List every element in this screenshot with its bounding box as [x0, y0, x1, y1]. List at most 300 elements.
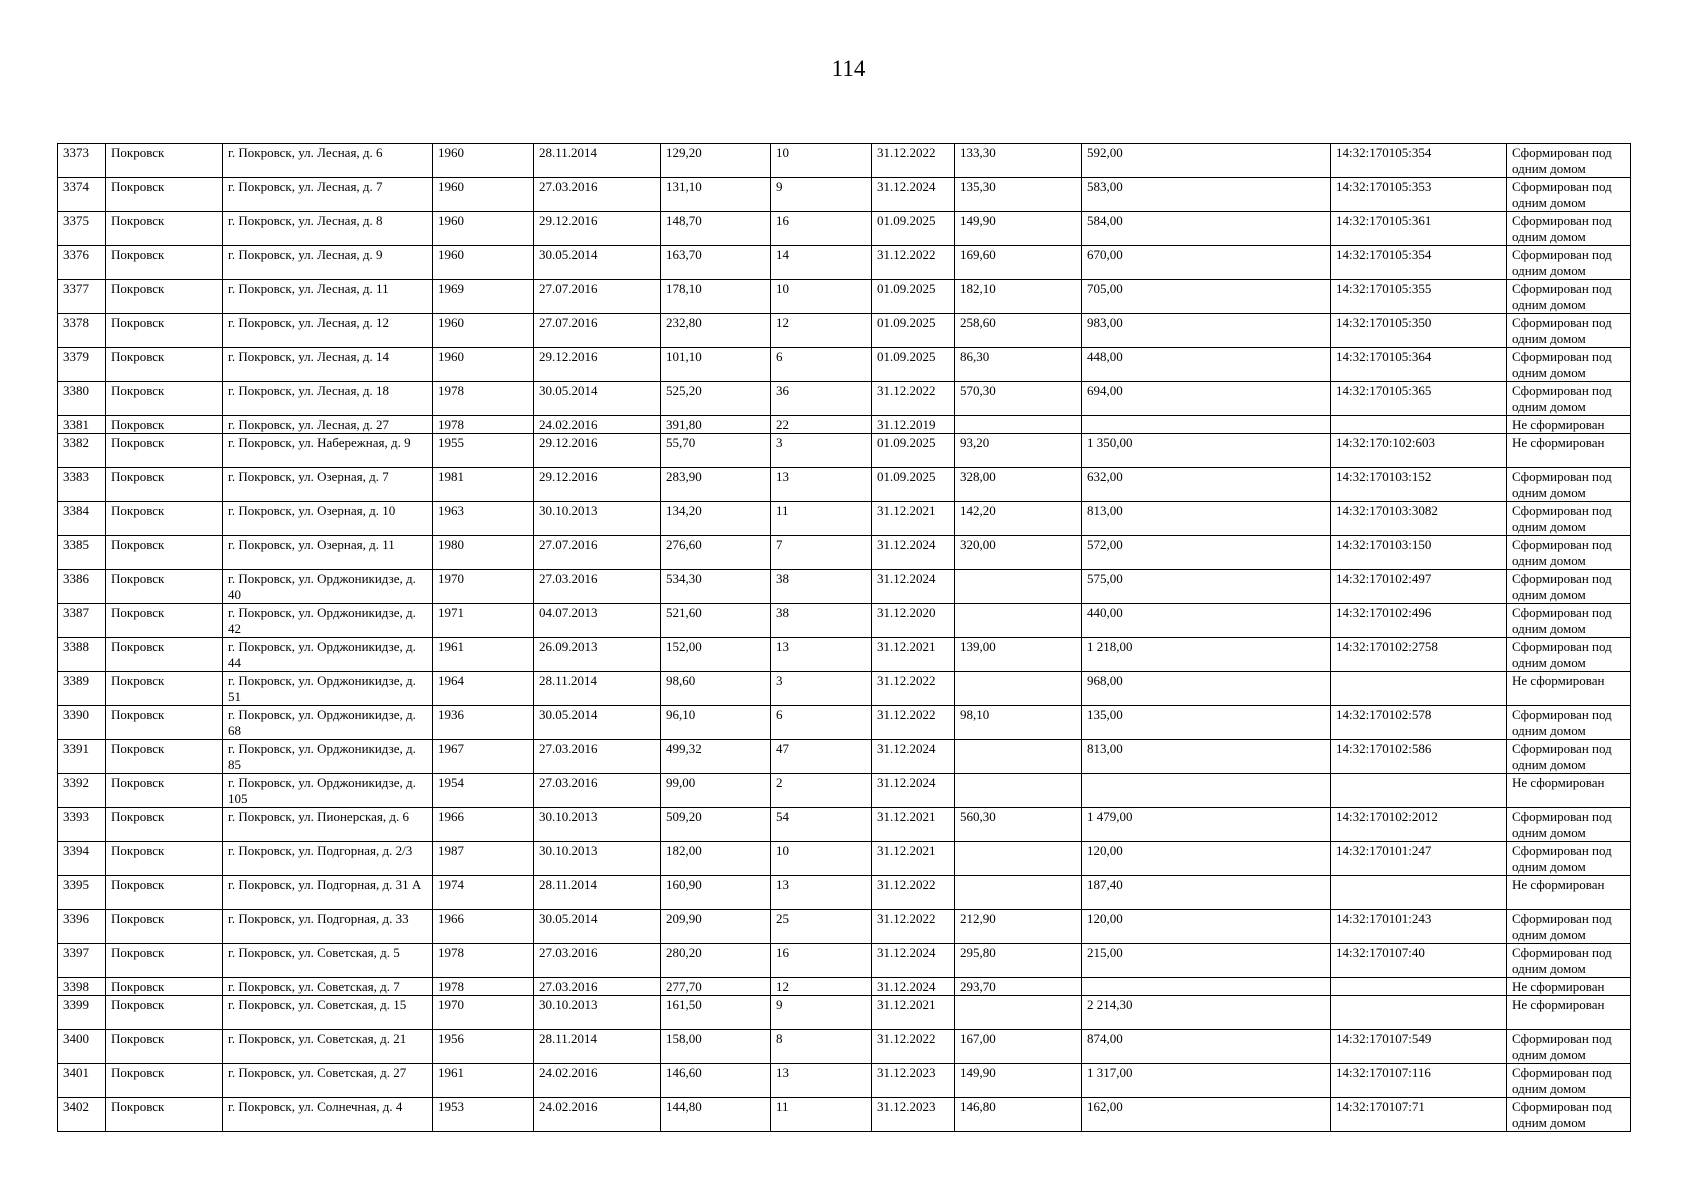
table-row [58, 996, 1631, 1030]
living-area-cell: 169,60 [955, 246, 1082, 280]
area-cell: 134,20 [661, 502, 771, 536]
land-status-cell: Сформирован под одним домом [1507, 1098, 1631, 1132]
survey-date-cell: 27.03.2016 [534, 978, 661, 996]
row-number-cell: 3401 [58, 1064, 106, 1098]
deadline-date-cell: 01.09.2025 [872, 314, 955, 348]
build-year-cell: 1978 [433, 978, 534, 996]
locality-cell: Покровск [106, 1064, 223, 1098]
deadline-date-cell: 31.12.2022 [872, 382, 955, 416]
table-row [58, 1030, 1631, 1064]
land-status-cell: Сформирован под одним домом [1507, 348, 1631, 382]
locality-cell: Покровск [106, 672, 223, 706]
survey-date-cell: 30.05.2014 [534, 382, 661, 416]
build-year-cell: 1960 [433, 144, 534, 178]
address-cell: г. Покровск, ул. Орджоникидзе, д. 44 [223, 638, 433, 672]
living-area-cell: 320,00 [955, 536, 1082, 570]
land-status-cell: Сформирован под одним домом [1507, 536, 1631, 570]
row-number-cell: 3399 [58, 996, 106, 1030]
land-area-cell: 575,00 [1082, 570, 1331, 604]
build-year-cell: 1960 [433, 314, 534, 348]
living-area-cell: 293,70 [955, 978, 1082, 996]
land-area-cell: 592,00 [1082, 144, 1331, 178]
build-year-cell: 1960 [433, 348, 534, 382]
row-number-cell: 3398 [58, 978, 106, 996]
deadline-date-cell: 31.12.2024 [872, 178, 955, 212]
living-area-cell: 570,30 [955, 382, 1082, 416]
land-area-cell: 440,00 [1082, 604, 1331, 638]
land-status-cell: Сформирован под одним домом [1507, 502, 1631, 536]
living-area-cell [955, 570, 1082, 604]
deadline-date-cell: 31.12.2024 [872, 570, 955, 604]
residents-cell: 9 [771, 178, 872, 212]
survey-date-cell: 27.07.2016 [534, 280, 661, 314]
area-cell: 160,90 [661, 876, 771, 910]
area-cell: 152,00 [661, 638, 771, 672]
survey-date-cell: 26.09.2013 [534, 638, 661, 672]
land-area-cell: 1 350,00 [1082, 434, 1331, 468]
land-status-cell: Сформирован под одним домом [1507, 246, 1631, 280]
land-status-cell: Сформирован под одним домом [1507, 740, 1631, 774]
table-row [58, 740, 1631, 774]
survey-date-cell: 27.03.2016 [534, 740, 661, 774]
cadastral-number-cell: 14:32:170101:247 [1331, 842, 1507, 876]
area-cell: 161,50 [661, 996, 771, 1030]
row-number-cell: 3393 [58, 808, 106, 842]
deadline-date-cell: 31.12.2021 [872, 638, 955, 672]
cadastral-number-cell: 14:32:170102:2758 [1331, 638, 1507, 672]
address-cell: г. Покровск, ул. Набережная, д. 9 [223, 434, 433, 468]
row-number-cell: 3390 [58, 706, 106, 740]
residents-cell: 54 [771, 808, 872, 842]
locality-cell: Покровск [106, 570, 223, 604]
table-row [58, 280, 1631, 314]
build-year-cell: 1953 [433, 1098, 534, 1132]
survey-date-cell: 27.03.2016 [534, 774, 661, 808]
locality-cell: Покровск [106, 706, 223, 740]
residents-cell: 12 [771, 978, 872, 996]
cadastral-number-cell: 14:32:170101:243 [1331, 910, 1507, 944]
address-cell: г. Покровск, ул. Орджоникидзе, д. 105 [223, 774, 433, 808]
land-area-cell: 162,00 [1082, 1098, 1331, 1132]
row-number-cell: 3389 [58, 672, 106, 706]
deadline-date-cell: 01.09.2025 [872, 434, 955, 468]
table-row [58, 434, 1631, 468]
row-number-cell: 3376 [58, 246, 106, 280]
living-area-cell [955, 740, 1082, 774]
build-year-cell: 1936 [433, 706, 534, 740]
survey-date-cell: 28.11.2014 [534, 144, 661, 178]
land-status-cell: Сформирован под одним домом [1507, 314, 1631, 348]
survey-date-cell: 27.03.2016 [534, 178, 661, 212]
locality-cell: Покровск [106, 910, 223, 944]
area-cell: 499,32 [661, 740, 771, 774]
land-area-cell: 1 218,00 [1082, 638, 1331, 672]
survey-date-cell: 28.11.2014 [534, 672, 661, 706]
locality-cell: Покровск [106, 774, 223, 808]
address-cell: г. Покровск, ул. Советская, д. 5 [223, 944, 433, 978]
living-area-cell: 139,00 [955, 638, 1082, 672]
build-year-cell: 1978 [433, 944, 534, 978]
land-status-cell: Не сформирован [1507, 876, 1631, 910]
locality-cell: Покровск [106, 246, 223, 280]
survey-date-cell: 27.07.2016 [534, 314, 661, 348]
living-area-cell: 146,80 [955, 1098, 1082, 1132]
land-area-cell [1082, 416, 1331, 434]
living-area-cell [955, 774, 1082, 808]
land-status-cell: Сформирован под одним домом [1507, 212, 1631, 246]
residents-cell: 38 [771, 604, 872, 638]
land-area-cell: 215,00 [1082, 944, 1331, 978]
row-number-cell: 3387 [58, 604, 106, 638]
survey-date-cell: 28.11.2014 [534, 876, 661, 910]
area-cell: 232,80 [661, 314, 771, 348]
residents-cell: 6 [771, 706, 872, 740]
residents-cell: 2 [771, 774, 872, 808]
area-cell: 178,10 [661, 280, 771, 314]
table-row [58, 1098, 1631, 1132]
deadline-date-cell: 31.12.2024 [872, 536, 955, 570]
land-area-cell: 983,00 [1082, 314, 1331, 348]
residents-cell: 3 [771, 434, 872, 468]
deadline-date-cell: 01.09.2025 [872, 280, 955, 314]
area-cell: 283,90 [661, 468, 771, 502]
cadastral-number-cell: 14:32:170105:354 [1331, 246, 1507, 280]
table-row [58, 604, 1631, 638]
row-number-cell: 3400 [58, 1030, 106, 1064]
build-year-cell: 1987 [433, 842, 534, 876]
survey-date-cell: 24.02.2016 [534, 1064, 661, 1098]
build-year-cell: 1964 [433, 672, 534, 706]
row-number-cell: 3396 [58, 910, 106, 944]
land-area-cell: 120,00 [1082, 910, 1331, 944]
residents-cell: 14 [771, 246, 872, 280]
cadastral-number-cell: 14:32:170107:40 [1331, 944, 1507, 978]
survey-date-cell: 29.12.2016 [534, 434, 661, 468]
land-area-cell: 813,00 [1082, 740, 1331, 774]
land-status-cell: Сформирован под одним домом [1507, 1030, 1631, 1064]
page-number: 114 [831, 56, 866, 81]
deadline-date-cell: 31.12.2022 [872, 246, 955, 280]
cadastral-number-cell: 14:32:170105:364 [1331, 348, 1507, 382]
build-year-cell: 1956 [433, 1030, 534, 1064]
land-area-cell: 705,00 [1082, 280, 1331, 314]
living-area-cell: 93,20 [955, 434, 1082, 468]
address-cell: г. Покровск, ул. Советская, д. 15 [223, 996, 433, 1030]
locality-cell: Покровск [106, 638, 223, 672]
land-area-cell: 583,00 [1082, 178, 1331, 212]
land-status-cell: Сформирован под одним домом [1507, 808, 1631, 842]
land-status-cell: Сформирован под одним домом [1507, 382, 1631, 416]
locality-cell: Покровск [106, 314, 223, 348]
deadline-date-cell: 31.12.2024 [872, 740, 955, 774]
cadastral-number-cell: 14:32:170105:354 [1331, 144, 1507, 178]
locality-cell: Покровск [106, 280, 223, 314]
residents-cell: 47 [771, 740, 872, 774]
living-area-cell [955, 672, 1082, 706]
build-year-cell: 1960 [433, 212, 534, 246]
land-area-cell: 968,00 [1082, 672, 1331, 706]
land-status-cell: Сформирован под одним домом [1507, 144, 1631, 178]
row-number-cell: 3402 [58, 1098, 106, 1132]
residents-cell: 11 [771, 1098, 872, 1132]
residents-cell: 16 [771, 944, 872, 978]
deadline-date-cell: 31.12.2022 [872, 144, 955, 178]
survey-date-cell: 30.05.2014 [534, 910, 661, 944]
build-year-cell: 1971 [433, 604, 534, 638]
address-cell: г. Покровск, ул. Советская, д. 27 [223, 1064, 433, 1098]
land-status-cell: Сформирован под одним домом [1507, 638, 1631, 672]
address-cell: г. Покровск, ул. Советская, д. 7 [223, 978, 433, 996]
build-year-cell: 1967 [433, 740, 534, 774]
area-cell: 209,90 [661, 910, 771, 944]
table-row [58, 808, 1631, 842]
area-cell: 509,20 [661, 808, 771, 842]
land-area-cell [1082, 978, 1331, 996]
table-row [58, 876, 1631, 910]
locality-cell: Покровск [106, 434, 223, 468]
living-area-cell: 295,80 [955, 944, 1082, 978]
land-status-cell: Сформирован под одним домом [1507, 280, 1631, 314]
residents-cell: 11 [771, 502, 872, 536]
cadastral-number-cell: 14:32:170105:350 [1331, 314, 1507, 348]
row-number-cell: 3375 [58, 212, 106, 246]
land-area-cell: 2 214,30 [1082, 996, 1331, 1030]
land-area-cell: 874,00 [1082, 1030, 1331, 1064]
row-number-cell: 3382 [58, 434, 106, 468]
residents-cell: 13 [771, 638, 872, 672]
locality-cell: Покровск [106, 212, 223, 246]
deadline-date-cell: 31.12.2022 [872, 876, 955, 910]
deadline-date-cell: 01.09.2025 [872, 348, 955, 382]
row-number-cell: 3377 [58, 280, 106, 314]
area-cell: 521,60 [661, 604, 771, 638]
locality-cell: Покровск [106, 876, 223, 910]
build-year-cell: 1978 [433, 382, 534, 416]
address-cell: г. Покровск, ул. Орджоникидзе, д. 51 [223, 672, 433, 706]
land-area-cell: 1 479,00 [1082, 808, 1331, 842]
locality-cell: Покровск [106, 536, 223, 570]
area-cell: 131,10 [661, 178, 771, 212]
table-row [58, 246, 1631, 280]
build-year-cell: 1966 [433, 808, 534, 842]
address-cell: г. Покровск, ул. Советская, д. 21 [223, 1030, 433, 1064]
table-row [58, 348, 1631, 382]
table-row [58, 212, 1631, 246]
cadastral-number-cell: 14:32:170102:497 [1331, 570, 1507, 604]
land-status-cell: Сформирован под одним домом [1507, 910, 1631, 944]
row-number-cell: 3386 [58, 570, 106, 604]
row-number-cell: 3378 [58, 314, 106, 348]
living-area-cell [955, 604, 1082, 638]
row-number-cell: 3388 [58, 638, 106, 672]
survey-date-cell: 24.02.2016 [534, 1098, 661, 1132]
locality-cell: Покровск [106, 604, 223, 638]
land-status-cell: Сформирован под одним домом [1507, 178, 1631, 212]
living-area-cell: 560,30 [955, 808, 1082, 842]
row-number-cell: 3383 [58, 468, 106, 502]
row-number-cell: 3385 [58, 536, 106, 570]
area-cell: 534,30 [661, 570, 771, 604]
cadastral-number-cell: 14:32:170105:365 [1331, 382, 1507, 416]
residents-cell: 10 [771, 842, 872, 876]
survey-date-cell: 29.12.2016 [534, 212, 661, 246]
living-area-cell: 149,90 [955, 1064, 1082, 1098]
build-year-cell: 1981 [433, 468, 534, 502]
deadline-date-cell: 31.12.2020 [872, 604, 955, 638]
land-status-cell: Сформирован под одним домом [1507, 570, 1631, 604]
cadastral-number-cell: 14:32:170102:578 [1331, 706, 1507, 740]
survey-date-cell: 27.03.2016 [534, 944, 661, 978]
cadastral-number-cell: 14:32:170:102:603 [1331, 434, 1507, 468]
area-cell: 144,80 [661, 1098, 771, 1132]
cadastral-number-cell [1331, 416, 1507, 434]
land-status-cell: Сформирован под одним домом [1507, 706, 1631, 740]
living-area-cell: 86,30 [955, 348, 1082, 382]
cadastral-number-cell: 14:32:170107:549 [1331, 1030, 1507, 1064]
cadastral-number-cell: 14:32:170102:2012 [1331, 808, 1507, 842]
locality-cell: Покровск [106, 382, 223, 416]
table-row [58, 842, 1631, 876]
cadastral-number-cell: 14:32:170105:355 [1331, 280, 1507, 314]
survey-date-cell: 27.03.2016 [534, 570, 661, 604]
locality-cell: Покровск [106, 502, 223, 536]
locality-cell: Покровск [106, 996, 223, 1030]
table-row [58, 144, 1631, 178]
locality-cell: Покровск [106, 416, 223, 434]
land-area-cell: 1 317,00 [1082, 1064, 1331, 1098]
survey-date-cell: 27.07.2016 [534, 536, 661, 570]
address-cell: г. Покровск, ул. Солнечная, д. 4 [223, 1098, 433, 1132]
locality-cell: Покровск [106, 178, 223, 212]
land-area-cell: 187,40 [1082, 876, 1331, 910]
land-area-cell: 694,00 [1082, 382, 1331, 416]
land-status-cell: Сформирован под одним домом [1507, 842, 1631, 876]
locality-cell: Покровск [106, 144, 223, 178]
cadastral-number-cell [1331, 978, 1507, 996]
table-row [58, 382, 1631, 416]
build-year-cell: 1963 [433, 502, 534, 536]
survey-date-cell: 30.10.2013 [534, 808, 661, 842]
address-cell: г. Покровск, ул. Пионерская, д. 6 [223, 808, 433, 842]
build-year-cell: 1970 [433, 996, 534, 1030]
row-number-cell: 3380 [58, 382, 106, 416]
area-cell: 148,70 [661, 212, 771, 246]
deadline-date-cell: 31.12.2022 [872, 910, 955, 944]
row-number-cell: 3392 [58, 774, 106, 808]
address-cell: г. Покровск, ул. Орджоникидзе, д. 40 [223, 570, 433, 604]
residents-cell: 25 [771, 910, 872, 944]
land-area-cell: 584,00 [1082, 212, 1331, 246]
locality-cell: Покровск [106, 978, 223, 996]
survey-date-cell: 30.10.2013 [534, 996, 661, 1030]
table-row [58, 774, 1631, 808]
area-cell: 280,20 [661, 944, 771, 978]
area-cell: 146,60 [661, 1064, 771, 1098]
survey-date-cell: 28.11.2014 [534, 1030, 661, 1064]
build-year-cell: 1969 [433, 280, 534, 314]
address-cell: г. Покровск, ул. Озерная, д. 7 [223, 468, 433, 502]
deadline-date-cell: 31.12.2022 [872, 706, 955, 740]
build-year-cell: 1960 [433, 246, 534, 280]
address-cell: г. Покровск, ул. Лесная, д. 8 [223, 212, 433, 246]
address-cell: г. Покровск, ул. Лесная, д. 11 [223, 280, 433, 314]
locality-cell: Покровск [106, 1030, 223, 1064]
deadline-date-cell: 01.09.2025 [872, 468, 955, 502]
survey-date-cell: 30.10.2013 [534, 502, 661, 536]
table-row [58, 178, 1631, 212]
build-year-cell: 1960 [433, 178, 534, 212]
area-cell: 158,00 [661, 1030, 771, 1064]
area-cell: 101,10 [661, 348, 771, 382]
land-status-cell: Сформирован под одним домом [1507, 468, 1631, 502]
cadastral-number-cell: 14:32:170105:361 [1331, 212, 1507, 246]
living-area-cell: 182,10 [955, 280, 1082, 314]
living-area-cell: 328,00 [955, 468, 1082, 502]
living-area-cell: 133,30 [955, 144, 1082, 178]
cadastral-number-cell: 14:32:170102:496 [1331, 604, 1507, 638]
table-row [58, 638, 1631, 672]
residents-cell: 9 [771, 996, 872, 1030]
registry-table [57, 143, 1631, 1132]
registry-table-body [58, 144, 1631, 1132]
area-cell: 182,00 [661, 842, 771, 876]
deadline-date-cell: 31.12.2021 [872, 996, 955, 1030]
living-area-cell: 258,60 [955, 314, 1082, 348]
land-status-cell: Не сформирован [1507, 978, 1631, 996]
build-year-cell: 1961 [433, 1064, 534, 1098]
address-cell: г. Покровск, ул. Орджоникидзе, д. 68 [223, 706, 433, 740]
locality-cell: Покровск [106, 1098, 223, 1132]
row-number-cell: 3395 [58, 876, 106, 910]
row-number-cell: 3379 [58, 348, 106, 382]
address-cell: г. Покровск, ул. Орджоникидзе, д. 85 [223, 740, 433, 774]
table-row [58, 570, 1631, 604]
table-row [58, 944, 1631, 978]
row-number-cell: 3391 [58, 740, 106, 774]
land-area-cell: 120,00 [1082, 842, 1331, 876]
area-cell: 276,60 [661, 536, 771, 570]
cadastral-number-cell: 14:32:170107:71 [1331, 1098, 1507, 1132]
locality-cell: Покровск [106, 842, 223, 876]
address-cell: г. Покровск, ул. Лесная, д. 7 [223, 178, 433, 212]
address-cell: г. Покровск, ул. Подгорная, д. 2/3 [223, 842, 433, 876]
deadline-date-cell: 31.12.2022 [872, 1030, 955, 1064]
address-cell: г. Покровск, ул. Лесная, д. 6 [223, 144, 433, 178]
build-year-cell: 1966 [433, 910, 534, 944]
area-cell: 55,70 [661, 434, 771, 468]
survey-date-cell: 29.12.2016 [534, 468, 661, 502]
address-cell: г. Покровск, ул. Лесная, д. 9 [223, 246, 433, 280]
cadastral-number-cell: 14:32:170103:150 [1331, 536, 1507, 570]
residents-cell: 8 [771, 1030, 872, 1064]
table-row [58, 978, 1631, 996]
survey-date-cell: 29.12.2016 [534, 348, 661, 382]
locality-cell: Покровск [106, 348, 223, 382]
address-cell: г. Покровск, ул. Лесная, д. 14 [223, 348, 433, 382]
cadastral-number-cell [1331, 996, 1507, 1030]
area-cell: 98,60 [661, 672, 771, 706]
land-status-cell: Сформирован под одним домом [1507, 1064, 1631, 1098]
cadastral-number-cell: 14:32:170105:353 [1331, 178, 1507, 212]
cadastral-number-cell [1331, 774, 1507, 808]
living-area-cell: 98,10 [955, 706, 1082, 740]
survey-date-cell: 30.05.2014 [534, 706, 661, 740]
deadline-date-cell: 31.12.2021 [872, 808, 955, 842]
address-cell: г. Покровск, ул. Лесная, д. 18 [223, 382, 433, 416]
deadline-date-cell: 31.12.2024 [872, 944, 955, 978]
living-area-cell: 212,90 [955, 910, 1082, 944]
land-status-cell: Сформирован под одним домом [1507, 604, 1631, 638]
